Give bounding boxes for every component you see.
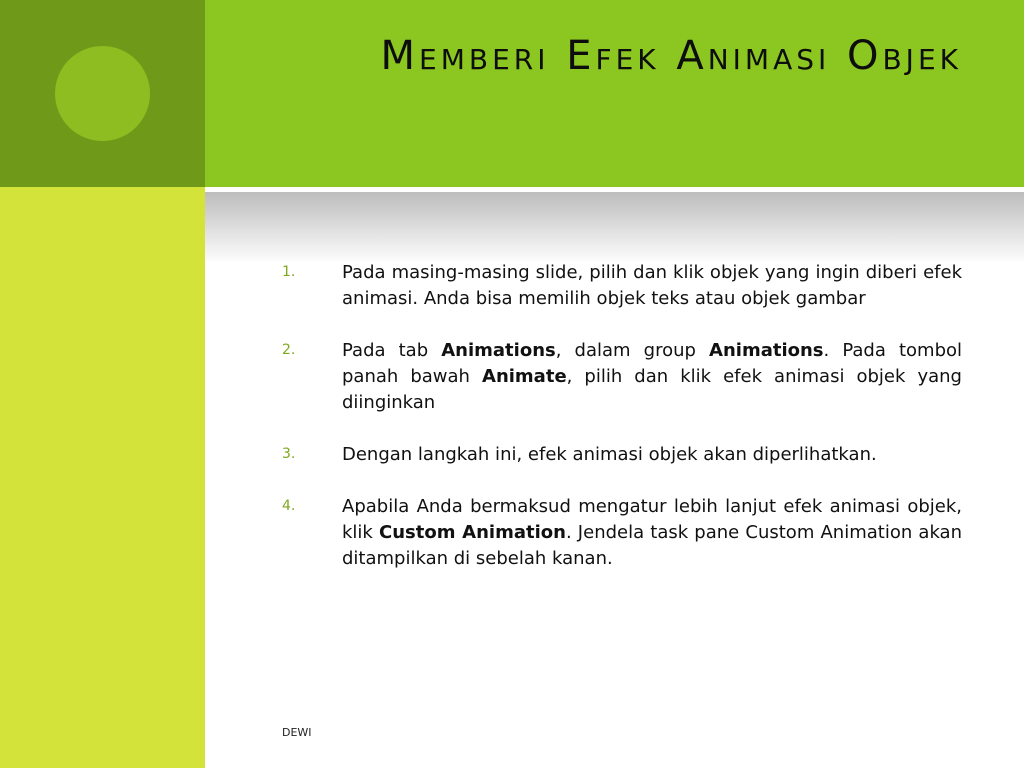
item-text [342, 442, 962, 468]
item-text [342, 338, 962, 416]
item-text-part: . Pada tombol panah bawah [342, 340, 963, 387]
list-item [282, 338, 962, 416]
item-text-bold: Custom Animation [379, 522, 566, 543]
item-text-part: Pada tab [342, 340, 442, 361]
item-text-part: Dengan langkah ini, efek animasi objek akan diperlihatkan. [342, 444, 877, 465]
item-number: 4. [282, 498, 296, 514]
item-text [342, 494, 962, 572]
item-text-part: . Jendela task pane Custom Animation akan ditampilkan di sebelah kanan. [342, 522, 962, 569]
gray-gradient-band [205, 192, 1024, 264]
decor-top-left-block [0, 0, 205, 187]
list-item [282, 260, 962, 312]
title-band [205, 0, 1024, 187]
item-text-part: , pilih dan klik efek animasi objek yang diinginkan [342, 366, 962, 413]
item-text-bold: Animations [441, 340, 556, 361]
item-text-bold: Animations [709, 340, 824, 361]
decor-circle [55, 46, 150, 141]
item-text-bold: Animate [482, 366, 567, 387]
item-text [342, 260, 962, 312]
item-text-part: Apabila Anda bermaksud mengatur lebih lanjut efek animasi objek, klik [342, 496, 962, 543]
item-number: 3. [282, 446, 296, 462]
list-item [282, 494, 962, 572]
slide-content [282, 260, 962, 598]
slide-title: Memberi Efek Animasi Objek [380, 33, 962, 79]
steps-list [282, 260, 962, 572]
decor-left-sidebar [0, 187, 205, 768]
footer-text: DEWI [282, 726, 312, 739]
list-item [282, 442, 962, 468]
item-text-part: Pada masing-masing slide, pilih dan klik objek yang ingin diberi efek animasi. Anda bisa memilih objek teks atau objek gambar [342, 262, 962, 309]
item-text-part: , dalam group [555, 340, 710, 361]
item-number: 1. [282, 264, 296, 280]
item-number: 2. [282, 342, 296, 358]
